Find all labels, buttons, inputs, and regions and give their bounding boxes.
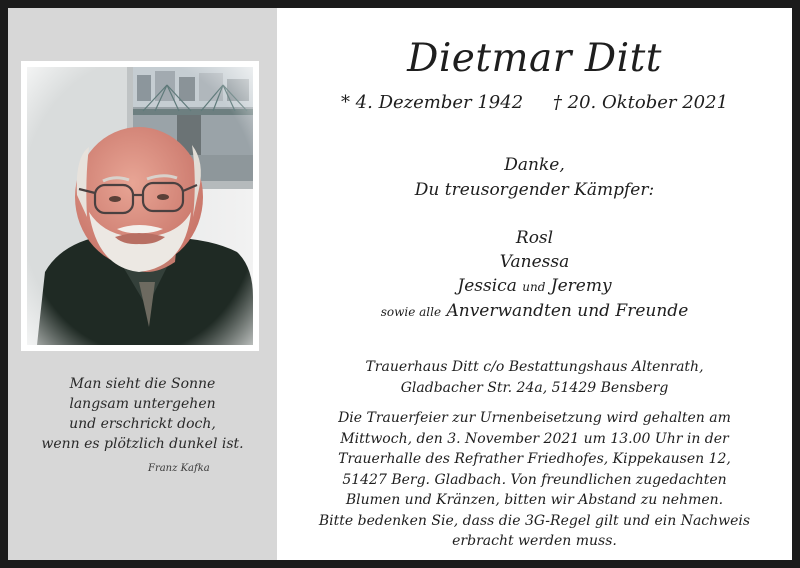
mourner-relatives: [277, 299, 792, 324]
ceremony-info: [277, 408, 792, 552]
mourner: Jeremy: [550, 276, 612, 296]
ceremony-line: Bitte bedenken Sie, dass die 3G-Regel gilt und ein Nachweis: [318, 512, 751, 529]
life-dates: [277, 92, 792, 113]
ceremony-line: Mittwoch, den 3. November 2021 um 13.00 Uhr in der: [340, 430, 729, 447]
address-line: Trauerhaus Ditt c/o Bestattungshaus Altenrath,: [365, 359, 704, 375]
quote-line: und erschrickt doch,: [69, 416, 216, 432]
ceremony-line: erbracht werden muss.: [452, 533, 617, 549]
ceremony-line: Die Trauerfeier zur Urnenbeisetzung wird gehalten am: [338, 410, 731, 426]
mourner: Vanessa: [499, 252, 570, 272]
mourner: Rosl: [515, 228, 554, 248]
mourning-house-address: [277, 357, 792, 399]
address-line: Gladbacher Str. 24a, 51429 Bensberg: [400, 380, 669, 396]
right-panel: [277, 8, 792, 560]
death-date: † 20. Oktober 2021: [552, 92, 729, 113]
quote-line: Man sieht die Sonne: [69, 376, 216, 392]
thanks-line: Du treusorgender Kämpfer:: [414, 180, 655, 200]
birth-date: * 4. Dezember 1942: [340, 92, 524, 113]
mourner: Jessica: [457, 276, 517, 296]
thanks-line: Danke,: [504, 155, 565, 175]
portrait-photo: [27, 67, 253, 345]
relatives-prefix: sowie alle: [380, 305, 442, 319]
kafka-quote: [8, 374, 277, 454]
deceased-name: Dietmar Ditt: [407, 36, 662, 81]
quote-line: langsam untergehen: [69, 396, 216, 412]
relatives-text: Anverwandten und Freunde: [446, 301, 689, 321]
conjunction: und: [522, 280, 546, 294]
quote-line: wenn es plötzlich dunkel ist.: [41, 436, 244, 452]
photo-frame: [21, 61, 259, 351]
thanks-text: [277, 153, 792, 203]
ceremony-line: Blumen und Kränzen, bitten wir Abstand zu nehmen.: [345, 492, 724, 508]
left-panel: [8, 8, 277, 560]
obituary-card: [8, 8, 792, 560]
mourner-pair: [277, 274, 792, 299]
quote-author: Franz Kafka: [148, 463, 210, 474]
mourners-list: [277, 226, 792, 324]
ceremony-line: 51427 Berg. Gladbach. Von freundlichen zugedachten: [342, 471, 727, 488]
ceremony-line: Trauerhalle des Refrather Friedhofes, Kippekausen 12,: [338, 451, 731, 467]
